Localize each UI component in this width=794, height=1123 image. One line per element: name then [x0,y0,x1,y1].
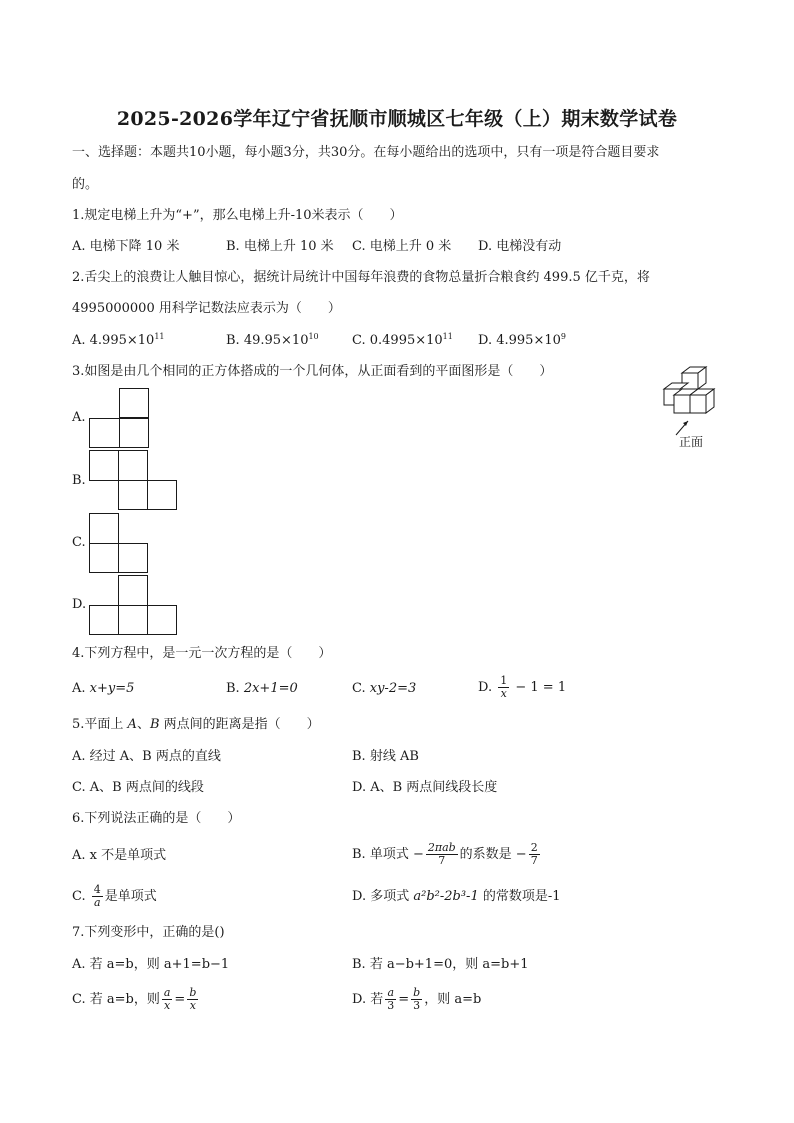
q4-option-c: C. xy-2=3 [352,681,417,696]
section-header-line2: 的。 [72,177,99,192]
q3-option-a-label: A. [72,410,86,425]
q3-option-b-figure [89,450,179,512]
q1-option-a: A. 电梯下降 10 米 [72,239,180,254]
q1-option-b: B. 电梯上升 10 米 [226,239,334,254]
q2-option-d: D. $4.995\times 10^9$ [478,332,566,348]
q2-stem-line2: 4995000000 用科学记数法应表示为（ ） [72,301,341,316]
q3-option-c-label: C. [72,535,86,550]
q2-option-b: B. $49.95\times 10^{10}$ [226,332,319,348]
section-header-line1: 一、选择题：本题共10小题，每小题3分，共30分。在每小题给出的选项中，只有一项是符合题目要求 [72,145,660,160]
q7-option-d: D. 若 $\frac{a}{3}$ = $\frac{b}{3}$ ，则 a=b [352,986,482,1012]
q4-option-a: A. x+y=5 [72,681,135,696]
q7-option-a: A. 若 a=b，则 a+1=b−1 [72,957,230,972]
q3-option-c-figure [89,513,151,575]
q4-stem: 4.下列方程中，是一元一次方程的是（ ） [72,646,332,661]
q3-option-b-label: B. [72,473,86,488]
q3-stem: 3.如图是由几个相同的正方体搭成的一个几何体，从正面看到的平面图形是（ ） [72,364,553,379]
q2-option-a: A. $4.995\times 10^{11}$ [72,332,165,348]
exam-title: 2025-2026学年辽宁省抚顺市顺城区七年级（上）期末数学试卷 [116,108,678,130]
q1-stem: 1.规定电梯上升为“+”，那么电梯上升-10米表示（ ） [72,208,403,223]
q5-option-b: B. 射线 AB [352,749,419,764]
q1-option-c: C. 电梯上升 0 米 [352,239,452,254]
q2-option-c: C. $0.4995\times 10^{11}$ [352,332,453,348]
q3-option-d-label: D. [72,597,87,612]
q6-option-a: A. x 不是单项式 [72,848,167,863]
q4-option-d: D. $\frac{1}{x}$ − 1 = 1 [478,674,567,700]
q5-option-d: D. A、B 两点间线段长度 [352,780,498,795]
q6-option-c: C. $\frac{4}{a}$ 是单项式 [72,883,157,909]
q3-option-d-figure [89,575,179,637]
q6-option-b: B. 单项式 − $\frac{\text{2πab}}{7}$ 的系数是 − $\frac{2}{7}$ [352,841,538,867]
q5-option-c: C. A、B 两点间的线段 [72,780,204,795]
q5-stem: 5.平面上 A、B 两点间的距离是指（ ） [72,717,320,732]
q7-stem: 7.下列变形中，正确的是() [72,925,225,940]
q6-stem: 6.下列说法正确的是（ ） [72,811,241,826]
q4-option-b: B. 2x+1=0 [226,681,298,696]
q6-option-d: D. 多项式 a²b²-2b³-1 的常数项是-1 [352,889,561,904]
q7-option-b: B. 若 a−b+1=0，则 a=b+1 [352,957,529,972]
q3-figure-caption: 正面 [679,435,704,449]
q5-option-a: A. 经过 A、B 两点的直线 [72,749,221,764]
q2-stem-line1: 2.舌尖上的浪费让人触目惊心，据统计局统计中国每年浪费的食物总量折合粮食约 499.5 亿千克，将 [72,270,650,285]
q7-option-c: C. 若 a=b，则 $\frac{a}{x}$ = $\frac{b}{x}$ [72,986,197,1012]
q1-option-d: D. 电梯没有动 [478,239,562,254]
q3-option-a-figure [89,388,151,450]
